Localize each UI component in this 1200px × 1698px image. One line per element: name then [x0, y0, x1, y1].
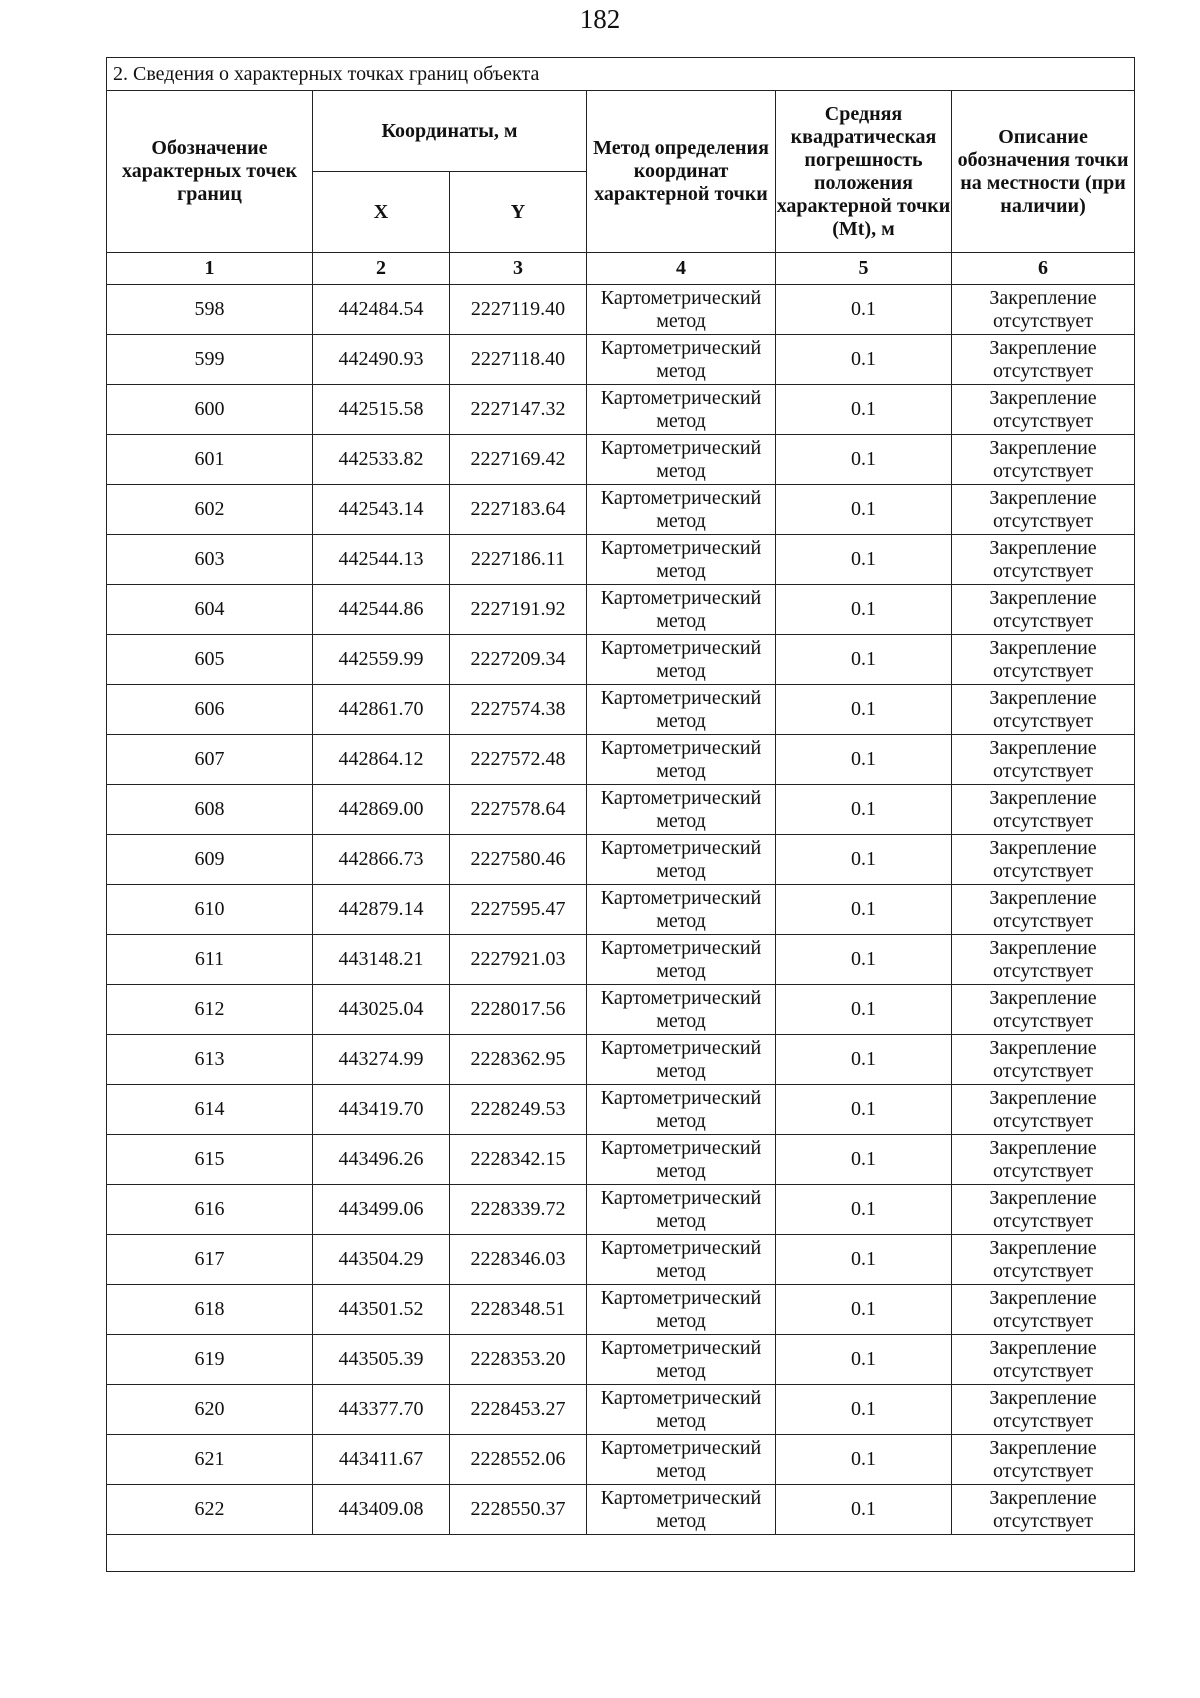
x-coordinate-cell: 442879.14: [313, 885, 450, 935]
point-id-cell: 617: [107, 1235, 313, 1285]
description-line: отсутствует: [992, 1459, 1094, 1482]
table-row: [107, 535, 1135, 585]
mt-error-cell: 0.1: [776, 635, 952, 685]
description-line: отсутствует: [992, 1159, 1094, 1182]
point-id-cell: 605: [107, 635, 313, 685]
description-cell: [952, 835, 1135, 885]
x-coordinate-cell: 443274.99: [313, 1035, 450, 1085]
method-line: метод: [656, 1109, 706, 1132]
mt-error-cell: 0.1: [776, 835, 952, 885]
description-line: отсутствует: [992, 609, 1094, 632]
mt-error-cell: 0.1: [776, 985, 952, 1035]
description-line: отсутствует: [992, 1009, 1094, 1032]
method-line: метод: [656, 1009, 706, 1032]
description-cell: [952, 485, 1135, 535]
method-line: метод: [656, 359, 706, 382]
description-line: Закрепление: [989, 986, 1097, 1009]
description-line: Закрепление: [989, 1336, 1097, 1359]
x-coordinate-cell: 443501.52: [313, 1285, 450, 1335]
description-line: отсутствует: [992, 559, 1094, 582]
method-line: Картометрический: [600, 886, 762, 909]
mt-error-cell: 0.1: [776, 285, 952, 335]
table-row: [107, 985, 1135, 1035]
x-coordinate-cell: 443505.39: [313, 1335, 450, 1385]
header-error: Средняя квадратическая погрешность положения характерной точки (Mt), м: [776, 91, 952, 253]
description-line: Закрепление: [989, 836, 1097, 859]
point-id-cell: 620: [107, 1385, 313, 1435]
description-cell: [952, 685, 1135, 735]
boundary-points-table: [106, 57, 1135, 1572]
method-line: метод: [656, 1459, 706, 1482]
y-coordinate-cell: 2227595.47: [450, 885, 587, 935]
description-cell: [952, 1385, 1135, 1435]
method-line: Картометрический: [600, 936, 762, 959]
point-id-cell: 601: [107, 435, 313, 485]
point-id-cell: 611: [107, 935, 313, 985]
table-row: [107, 585, 1135, 635]
mt-error-cell: 0.1: [776, 385, 952, 435]
table-row: [107, 935, 1135, 985]
table-row: [107, 285, 1135, 335]
section-title: 2. Сведения о характерных точках границ объекта: [107, 58, 1135, 91]
description-line: Закрепление: [989, 1136, 1097, 1159]
description-cell: [952, 1285, 1135, 1335]
y-coordinate-cell: 2228249.53: [450, 1085, 587, 1135]
method-line: метод: [656, 1359, 706, 1382]
description-line: Закрепление: [989, 936, 1097, 959]
description-line: отсутствует: [992, 1409, 1094, 1432]
column-number: 6: [952, 253, 1135, 285]
point-id-cell: 608: [107, 785, 313, 835]
method-cell: [587, 835, 776, 885]
description-line: Закрепление: [989, 436, 1097, 459]
table-row: [107, 1435, 1135, 1485]
mt-error-cell: 0.1: [776, 435, 952, 485]
method-line: метод: [656, 459, 706, 482]
y-coordinate-cell: 2227578.64: [450, 785, 587, 835]
description-line: отсутствует: [992, 1359, 1094, 1382]
description-line: Закрепление: [989, 586, 1097, 609]
description-cell: [952, 1235, 1135, 1285]
empty-footer-cell: [107, 1535, 1135, 1572]
column-number: 4: [587, 253, 776, 285]
method-cell: [587, 885, 776, 935]
description-cell: [952, 785, 1135, 835]
empty-footer-row: [107, 1535, 1135, 1572]
point-id-cell: 618: [107, 1285, 313, 1335]
table-row: [107, 1185, 1135, 1235]
description-line: отсутствует: [992, 759, 1094, 782]
method-line: метод: [656, 759, 706, 782]
point-id-cell: 604: [107, 585, 313, 635]
description-line: отсутствует: [992, 909, 1094, 932]
column-number: 2: [313, 253, 450, 285]
y-coordinate-cell: 2228348.51: [450, 1285, 587, 1335]
x-coordinate-cell: 442559.99: [313, 635, 450, 685]
method-line: метод: [656, 1209, 706, 1232]
header-coordinates: Координаты, м: [313, 91, 587, 172]
method-line: Картометрический: [600, 686, 762, 709]
table-row: [107, 1035, 1135, 1085]
y-coordinate-cell: 2227119.40: [450, 285, 587, 335]
description-cell: [952, 385, 1135, 435]
point-id-cell: 610: [107, 885, 313, 935]
method-cell: [587, 1085, 776, 1135]
method-line: метод: [656, 409, 706, 432]
description-line: отсутствует: [992, 359, 1094, 382]
method-line: Картометрический: [600, 1336, 762, 1359]
x-coordinate-cell: 442484.54: [313, 285, 450, 335]
point-id-cell: 599: [107, 335, 313, 385]
y-coordinate-cell: 2227574.38: [450, 685, 587, 735]
point-id-cell: 622: [107, 1485, 313, 1535]
method-line: Картометрический: [600, 986, 762, 1009]
x-coordinate-cell: 442861.70: [313, 685, 450, 735]
table-row: [107, 735, 1135, 785]
description-line: Закрепление: [989, 1436, 1097, 1459]
mt-error-cell: 0.1: [776, 1335, 952, 1385]
mt-error-cell: 0.1: [776, 1085, 952, 1135]
description-line: Закрепление: [989, 886, 1097, 909]
method-cell: [587, 785, 776, 835]
x-coordinate-cell: 443504.29: [313, 1235, 450, 1285]
x-coordinate-cell: 443419.70: [313, 1085, 450, 1135]
method-line: Картометрический: [600, 586, 762, 609]
method-cell: [587, 1335, 776, 1385]
y-coordinate-cell: 2227186.11: [450, 535, 587, 585]
x-coordinate-cell: 443496.26: [313, 1135, 450, 1185]
mt-error-cell: 0.1: [776, 1035, 952, 1085]
mt-error-cell: 0.1: [776, 735, 952, 785]
method-cell: [587, 735, 776, 785]
x-coordinate-cell: 443411.67: [313, 1435, 450, 1485]
y-coordinate-cell: 2227580.46: [450, 835, 587, 885]
description-cell: [952, 285, 1135, 335]
x-coordinate-cell: 443377.70: [313, 1385, 450, 1435]
description-line: Закрепление: [989, 286, 1097, 309]
point-id-cell: 609: [107, 835, 313, 885]
y-coordinate-cell: 2228353.20: [450, 1335, 587, 1385]
method-cell: [587, 435, 776, 485]
description-line: отсутствует: [992, 459, 1094, 482]
description-line: отсутствует: [992, 709, 1094, 732]
x-coordinate-cell: 442864.12: [313, 735, 450, 785]
mt-error-cell: 0.1: [776, 585, 952, 635]
description-line: Закрепление: [989, 736, 1097, 759]
y-coordinate-cell: 2228342.15: [450, 1135, 587, 1185]
description-line: отсутствует: [992, 1309, 1094, 1332]
method-line: метод: [656, 1159, 706, 1182]
table-row: [107, 1385, 1135, 1435]
method-line: Картометрический: [600, 336, 762, 359]
method-line: метод: [656, 1309, 706, 1332]
method-cell: [587, 1285, 776, 1335]
mt-error-cell: 0.1: [776, 785, 952, 835]
x-coordinate-cell: 442490.93: [313, 335, 450, 385]
table-row: [107, 885, 1135, 935]
point-id-cell: 612: [107, 985, 313, 1035]
method-line: Картометрический: [600, 386, 762, 409]
method-line: метод: [656, 709, 706, 732]
table-row: [107, 1085, 1135, 1135]
y-coordinate-cell: 2227921.03: [450, 935, 587, 985]
description-line: отсутствует: [992, 409, 1094, 432]
column-number: 1: [107, 253, 313, 285]
y-coordinate-cell: 2228017.56: [450, 985, 587, 1035]
y-coordinate-cell: 2227183.64: [450, 485, 587, 535]
y-coordinate-cell: 2228453.27: [450, 1385, 587, 1435]
method-cell: [587, 1485, 776, 1535]
description-cell: [952, 1435, 1135, 1485]
method-line: Картометрический: [600, 1036, 762, 1059]
header-x: X: [313, 172, 450, 253]
table-row: [107, 835, 1135, 885]
x-coordinate-cell: 443499.06: [313, 1185, 450, 1235]
method-cell: [587, 685, 776, 735]
x-coordinate-cell: 443409.08: [313, 1485, 450, 1535]
method-cell: [587, 1385, 776, 1435]
method-cell: [587, 635, 776, 685]
y-coordinate-cell: 2228346.03: [450, 1235, 587, 1285]
y-coordinate-cell: 2228339.72: [450, 1185, 587, 1235]
table-row: [107, 1335, 1135, 1385]
page-number: 182: [579, 4, 621, 34]
description-line: Закрепление: [989, 1486, 1097, 1509]
method-line: метод: [656, 959, 706, 982]
y-coordinate-cell: 2227209.34: [450, 635, 587, 685]
method-line: Картометрический: [600, 636, 762, 659]
method-line: Картометрический: [600, 536, 762, 559]
point-id-cell: 598: [107, 285, 313, 335]
point-id-cell: 600: [107, 385, 313, 435]
description-line: Закрепление: [989, 1236, 1097, 1259]
table-row: [107, 335, 1135, 385]
column-number-row: [107, 253, 1135, 285]
description-cell: [952, 1035, 1135, 1085]
description-line: отсутствует: [992, 1259, 1094, 1282]
description-line: Закрепление: [989, 486, 1097, 509]
y-coordinate-cell: 2228550.37: [450, 1485, 587, 1535]
description-line: Закрепление: [989, 1036, 1097, 1059]
x-coordinate-cell: 443025.04: [313, 985, 450, 1035]
mt-error-cell: 0.1: [776, 1235, 952, 1285]
description-cell: [952, 435, 1135, 485]
table-row: [107, 1235, 1135, 1285]
table-row: [107, 385, 1135, 435]
x-coordinate-cell: 442866.73: [313, 835, 450, 885]
point-id-cell: 613: [107, 1035, 313, 1085]
point-id-cell: 606: [107, 685, 313, 735]
mt-error-cell: 0.1: [776, 1435, 952, 1485]
point-id-cell: 616: [107, 1185, 313, 1235]
method-cell: [587, 1435, 776, 1485]
description-cell: [952, 585, 1135, 635]
method-line: метод: [656, 1259, 706, 1282]
description-line: отсутствует: [992, 659, 1094, 682]
mt-error-cell: 0.1: [776, 1285, 952, 1335]
description-line: Закрепление: [989, 386, 1097, 409]
description-line: отсутствует: [992, 1059, 1094, 1082]
description-cell: [952, 735, 1135, 785]
method-line: Картометрический: [600, 1436, 762, 1459]
method-cell: [587, 535, 776, 585]
table-row: [107, 685, 1135, 735]
description-cell: [952, 985, 1135, 1035]
method-line: Картометрический: [600, 836, 762, 859]
description-line: Закрепление: [989, 636, 1097, 659]
x-coordinate-cell: 443148.21: [313, 935, 450, 985]
x-coordinate-cell: 442515.58: [313, 385, 450, 435]
method-line: метод: [656, 809, 706, 832]
point-id-cell: 621: [107, 1435, 313, 1485]
description-cell: [952, 1335, 1135, 1385]
method-line: Картометрический: [600, 286, 762, 309]
description-cell: [952, 335, 1135, 385]
header-designation: Обозначение характерных точек границ: [107, 91, 313, 253]
description-cell: [952, 535, 1135, 585]
method-line: Картометрический: [600, 1286, 762, 1309]
description-line: Закрепление: [989, 1186, 1097, 1209]
table-row: [107, 435, 1135, 485]
x-coordinate-cell: 442544.86: [313, 585, 450, 635]
method-cell: [587, 985, 776, 1035]
method-line: метод: [656, 1509, 706, 1532]
description-cell: [952, 885, 1135, 935]
table-row: [107, 1135, 1135, 1185]
column-number: 3: [450, 253, 587, 285]
mt-error-cell: 0.1: [776, 885, 952, 935]
method-line: Картометрический: [600, 1236, 762, 1259]
description-line: отсутствует: [992, 1109, 1094, 1132]
point-id-cell: 615: [107, 1135, 313, 1185]
table-row: [107, 1285, 1135, 1335]
mt-error-cell: 0.1: [776, 1385, 952, 1435]
method-line: Картометрический: [600, 486, 762, 509]
y-coordinate-cell: 2227169.42: [450, 435, 587, 485]
point-id-cell: 602: [107, 485, 313, 535]
method-line: метод: [656, 1409, 706, 1432]
description-cell: [952, 1135, 1135, 1185]
description-cell: [952, 1185, 1135, 1235]
description-line: отсутствует: [992, 1509, 1094, 1532]
x-coordinate-cell: 442869.00: [313, 785, 450, 835]
y-coordinate-cell: 2228362.95: [450, 1035, 587, 1085]
method-line: метод: [656, 1059, 706, 1082]
method-line: Картометрический: [600, 1086, 762, 1109]
table-row: [107, 785, 1135, 835]
method-cell: [587, 385, 776, 435]
table-row: [107, 635, 1135, 685]
mt-error-cell: 0.1: [776, 1135, 952, 1185]
description-line: Закрепление: [989, 1386, 1097, 1409]
method-line: Картометрический: [600, 786, 762, 809]
method-line: Картометрический: [600, 736, 762, 759]
mt-error-cell: 0.1: [776, 1185, 952, 1235]
description-line: отсутствует: [992, 1209, 1094, 1232]
table-row: [107, 1485, 1135, 1535]
table-row: [107, 485, 1135, 535]
method-cell: [587, 1135, 776, 1185]
description-cell: [952, 1485, 1135, 1535]
method-line: Картометрический: [600, 1186, 762, 1209]
method-line: Картометрический: [600, 1136, 762, 1159]
mt-error-cell: 0.1: [776, 685, 952, 735]
y-coordinate-cell: 2227191.92: [450, 585, 587, 635]
description-line: Закрепление: [989, 336, 1097, 359]
mt-error-cell: 0.1: [776, 535, 952, 585]
description-line: отсутствует: [992, 509, 1094, 532]
mt-error-cell: 0.1: [776, 485, 952, 535]
description-cell: [952, 635, 1135, 685]
point-id-cell: 607: [107, 735, 313, 785]
method-cell: [587, 1035, 776, 1085]
method-line: Картометрический: [600, 1486, 762, 1509]
description-cell: [952, 935, 1135, 985]
method-line: Картометрический: [600, 1386, 762, 1409]
x-coordinate-cell: 442533.82: [313, 435, 450, 485]
method-cell: [587, 335, 776, 385]
method-line: метод: [656, 909, 706, 932]
method-line: метод: [656, 559, 706, 582]
method-line: метод: [656, 859, 706, 882]
description-line: Закрепление: [989, 1286, 1097, 1309]
description-line: Закрепление: [989, 686, 1097, 709]
description-line: Закрепление: [989, 536, 1097, 559]
point-id-cell: 619: [107, 1335, 313, 1385]
column-number: 5: [776, 253, 952, 285]
method-line: метод: [656, 309, 706, 332]
description-line: Закрепление: [989, 786, 1097, 809]
y-coordinate-cell: 2228552.06: [450, 1435, 587, 1485]
header-description: Описание обозначения точки на местности (при наличии): [952, 91, 1135, 253]
x-coordinate-cell: 442543.14: [313, 485, 450, 535]
y-coordinate-cell: 2227572.48: [450, 735, 587, 785]
method-cell: [587, 1235, 776, 1285]
description-line: отсутствует: [992, 809, 1094, 832]
method-line: Картометрический: [600, 436, 762, 459]
mt-error-cell: 0.1: [776, 935, 952, 985]
method-cell: [587, 1185, 776, 1235]
mt-error-cell: 0.1: [776, 335, 952, 385]
method-cell: [587, 485, 776, 535]
header-y: Y: [450, 172, 587, 253]
description-line: отсутствует: [992, 959, 1094, 982]
method-cell: [587, 285, 776, 335]
table-body: [107, 285, 1135, 1535]
description-cell: [952, 1085, 1135, 1135]
x-coordinate-cell: 442544.13: [313, 535, 450, 585]
description-line: отсутствует: [992, 859, 1094, 882]
method-line: метод: [656, 659, 706, 682]
method-cell: [587, 585, 776, 635]
point-id-cell: 603: [107, 535, 313, 585]
y-coordinate-cell: 2227118.40: [450, 335, 587, 385]
y-coordinate-cell: 2227147.32: [450, 385, 587, 435]
description-line: Закрепление: [989, 1086, 1097, 1109]
header-method: Метод определения координат характерной точки: [587, 91, 776, 253]
description-line: отсутствует: [992, 309, 1094, 332]
method-line: метод: [656, 609, 706, 632]
mt-error-cell: 0.1: [776, 1485, 952, 1535]
method-cell: [587, 935, 776, 985]
method-line: метод: [656, 509, 706, 532]
point-id-cell: 614: [107, 1085, 313, 1135]
